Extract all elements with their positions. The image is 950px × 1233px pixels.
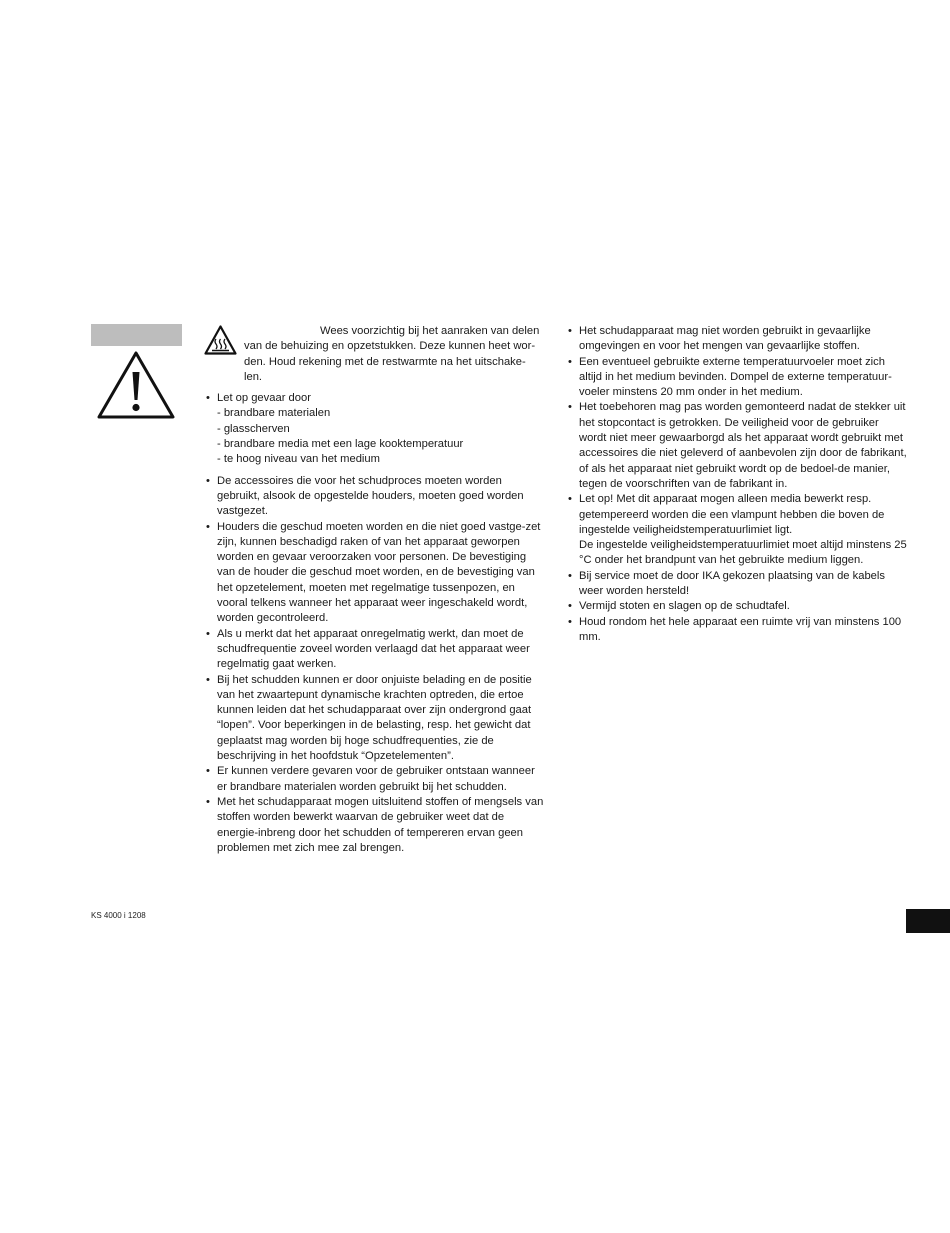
list-item: • Met het schudapparaat mogen uitsluitend stoffen of mengsels van stoffen worden bewerkt waarvan de gebruiker weet dat de energie-inbreng door het schudden of tempereren ervan geen problemen met zich mee zal brengen.	[206, 795, 546, 856]
list-item: • Houd rondom het hele apparaat een ruimte vrij van minstens 100 mm.	[568, 615, 908, 646]
list-item-text: De ingestelde veiligheidstemperatuurlimiet moet altijd minstens 25 °C onder het brandpunt van het gebruikte medium liggen.	[579, 539, 907, 567]
hazard-subitem: - te hoog niveau van het medium	[217, 453, 380, 466]
page-tab-marker	[906, 909, 950, 933]
left-column	[206, 324, 546, 856]
list-item: • Bij het schudden kunnen er door onjuiste belading en de positie van het zwaartepunt dynamische krachten optreden, die ertoe kunnen leiden dat het schudapparaat over zijn ondergrond gaat “lopen”. Voor beperkingen in de belasting, resp. het gewicht dat geplaatst mag worden bij hoge schudfrequenties, zie de beschrijving in het hoofdstuk “Opzetelementen”.	[206, 673, 546, 765]
warning-line: den. Houd rekening met de restwarmte na het uitschake-	[244, 355, 526, 368]
safety-list-right	[568, 324, 908, 645]
list-item: • Bij service moet de door IKA gekozen plaatsing van de kabels weer worden hersteld!	[568, 569, 908, 600]
list-item: • Het schudapparaat mag niet worden gebruikt in gevaarlijke omgevingen en voor het mengen van gevaarlijke stoffen.	[568, 324, 908, 355]
page-footer: KS 4000 i 1208	[91, 911, 146, 920]
hazard-subitem: - glasscherven	[217, 422, 290, 435]
hot-surface-warning	[244, 324, 546, 385]
warning-line: van de behuizing en opzetstukken. Deze kunnen heet wor-	[244, 340, 536, 353]
list-item-text: • Let op! Met dit apparaat mogen alleen media bewerkt resp. getempereerd worden die een vlampunt hebben die boven de ingestelde veiligheidstemperatuurlimiet ligt.	[579, 493, 885, 536]
hazard-item	[206, 391, 546, 467]
section-tab	[91, 324, 182, 346]
list-item: • Houders die geschud moeten worden en die niet goed vastge-zet zijn, kunnen beschadigd raken of van het apparaat geworpen worden en gevaar veroorzaken voor personen. De bevestiging van de houder die geschud moet worden, en de bevestiging van het opzetelement, moeten met regelmatige tussenpozen, en vooral telkens wanneer het apparaat weer ingeschakeld wordt, worden gecontroleerd.	[206, 520, 546, 627]
hazard-subitem: - brandbare materialen	[217, 407, 331, 420]
list-item: • Er kunnen verdere gevaren voor de gebruiker ontstaan wanneer er brandbare materialen worden gebruikt bij het schudden.	[206, 764, 546, 795]
list-item: • Als u merkt dat het apparaat onregelmatig werkt, dan moet de schudfrequentie zoveel worden verlaagd dat het apparaat weer regelmatig gaat werken.	[206, 627, 546, 673]
hazard-subitem: - brandbare media met een lage kooktemperatuur	[217, 438, 464, 451]
right-column	[568, 324, 908, 645]
list-item: • De accessoires die voor het schudproces moeten worden gebruikt, alsook de opgestelde houders, moeten goed worden vastgezet.	[206, 474, 546, 520]
warning-line: Wees voorzichtig bij het aanraken van delen	[320, 325, 540, 337]
list-item: • Een eventueel gebruikte externe temperatuurvoeler moet zich altijd in het medium bevinden. Dompel de externe temperatuur-voeler minstens 20 mm onder in het medium.	[568, 355, 908, 401]
safety-list-left	[206, 391, 546, 856]
list-item: • Vermijd stoten en slagen op de schudtafel.	[568, 599, 908, 614]
warning-triangle-icon	[96, 350, 176, 420]
list-item	[568, 492, 908, 568]
hazard-title: • Let op gevaar door	[217, 392, 311, 405]
warning-line: len.	[244, 370, 263, 383]
list-item: • Het toebehoren mag pas worden gemonteerd nadat de stekker uit het stopcontact is getrokken. De veiligheid voor de gebruiker wordt niet meer gewaarborgd als het apparaat wordt gebruikt met accessoires die niet geleverd of aanbevolen zijn door de fabrikant, of als het apparaat niet gebruikt wordt op de bedoel-de manier, tegen de voorschriften van de fabrikant in.	[568, 400, 908, 492]
